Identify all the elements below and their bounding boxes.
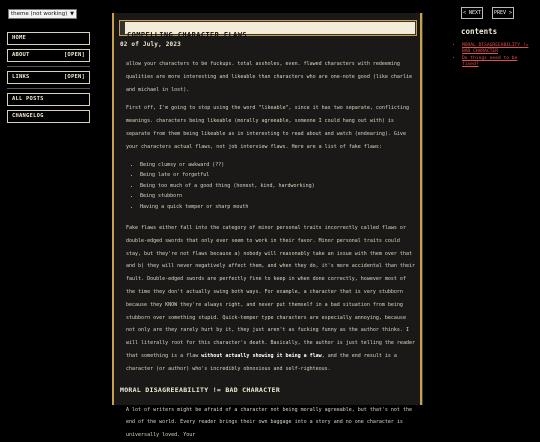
nav-item-label: HOME: [12, 35, 27, 41]
nav-item-label: ABOUT: [12, 52, 30, 58]
nav-item-about[interactable]: [7, 49, 90, 62]
chevron-down-icon: ▼: [70, 11, 74, 17]
post-title: COMPELLING CHARACTER FLAWS: [127, 31, 247, 39]
panel-accent-bar: [420, 13, 422, 405]
post-paragraph: First off, I'm going to stop using the word "likeable", since it has two separate, conflicting meanings. characters being likeable (morally agreeable, someone I could hang out with) is separate from them being likeable as in interesting to read about and watch (endearing). Give your characters actual flaws, not job interview flaws. Here are a list of fake flaws:: [126, 105, 409, 150]
list-item: • Being stubborn: [140, 191, 416, 202]
nav-item-all-posts[interactable]: [7, 93, 90, 106]
nav-divider: [7, 66, 90, 67]
fake-flaws-list: [140, 160, 416, 213]
toc-link[interactable]: • MORAL DISAGREEABILITY != BAD CHARACTER: [462, 43, 536, 55]
toc-link[interactable]: • Do things need to be fixed?: [462, 56, 536, 68]
nav-open-toggle[interactable]: [OPEN]: [63, 52, 85, 58]
title-accent-bar: [121, 22, 125, 34]
nav-item-links[interactable]: [7, 71, 90, 84]
theme-select[interactable]: [8, 9, 77, 19]
list-item: • Being too much of a good thing (honest, kind, hardworking): [140, 181, 416, 192]
post-paragraph: allow your characters to be fuckups. total assholes, even. flawed characters with redeeming qualities are more interesting and likeable than characters who are one-note good (like charlie and michael in lost).: [126, 61, 412, 93]
list-item: • Being clumsy or awkward (??): [140, 160, 416, 171]
nav-item-label: ALL POSTS: [12, 96, 44, 102]
post-body-cont: [114, 404, 422, 442]
post-date: 02 of July, 2023: [120, 41, 181, 48]
paragraph-text: , and the end result is a character (or author) who's incredibly obnoxious and self-righteous.: [126, 353, 397, 372]
post-title-box: [120, 21, 416, 39]
list-item: • Being late or forgetful: [140, 170, 416, 181]
sidebar-nav: [7, 32, 90, 127]
bold-emphasis: without actually showing it being a flaw: [201, 353, 322, 360]
next-button[interactable]: < NEXT: [461, 7, 483, 19]
nav-item-changelog[interactable]: [7, 110, 90, 123]
section-heading: MORAL DISAGREEABILITY != BAD CHARACTER: [120, 385, 281, 394]
theme-select-value: theme (not working): [11, 11, 68, 17]
post-paragraph: A lot of writers might be afraid of a character not being morally agreeable, but that's not the end of the world. Every reader brings their own baggage into a story and no one character is universally loved. Your: [126, 406, 412, 439]
post-body: [114, 58, 422, 376]
paragraph-text: Fake flaws either fall into the category of minor personal traits incorrectly called flaws or double-edged swords that only ever seem to work in their favor. Minor personal traits could stay, but they're not flaws because a) nobody will reasonably take an issue with them over that and b) they will never negatively affect them, and when they do, it's more accidental than their fault. Double-edged swords are perfectly fine to keep in when done correctly, however most of the time they don't actually swing both ways. For example, a character that is very stubborn because they KNOW they're always right, and never put themself in a bad situation from being stubborn over something stupid. Quick-temper type characters are especially annoying, because not only are they rarely hurt by it, they just aren't as fucking funny as the author thinks. I will literally root for this character's death. Basically, the author is just telling the reader that something is a flaw: [126, 225, 415, 360]
nav-item-label: LINKS: [12, 74, 30, 80]
post-paragraph: [126, 222, 416, 376]
nav-item-home[interactable]: [7, 32, 90, 45]
right-panel: [426, 0, 540, 405]
nav-item-label: CHANGELOG: [12, 113, 44, 119]
list-item: • Having a quick temper or sharp mouth: [140, 202, 416, 213]
prev-button[interactable]: PREV >: [492, 7, 514, 19]
post-panel: [112, 13, 423, 439]
nav-open-toggle[interactable]: [OPEN]: [63, 74, 85, 80]
contents-title: contents: [461, 27, 498, 36]
nav-divider: [7, 88, 90, 89]
table-of-contents: [456, 43, 536, 69]
